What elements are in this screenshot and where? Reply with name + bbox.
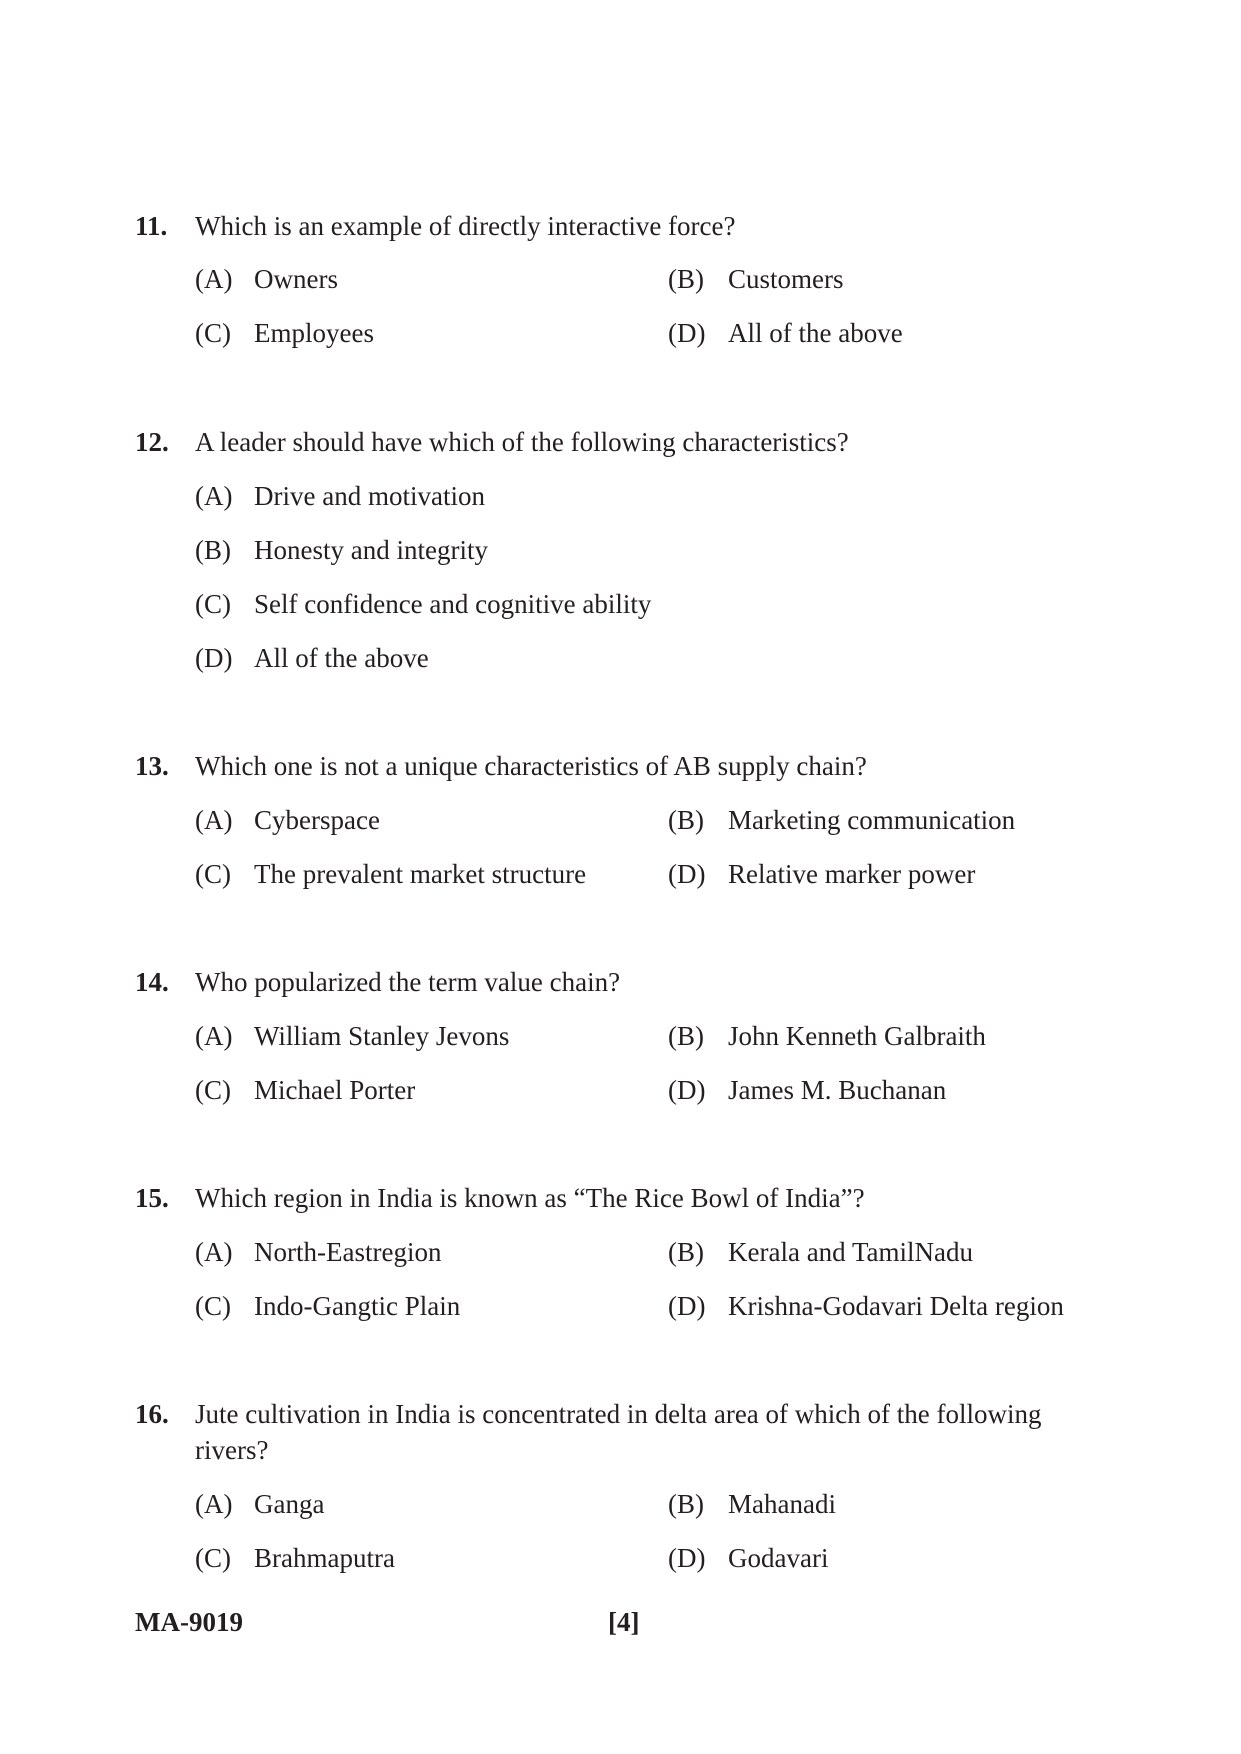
- question-text: Who popularized the term value chain?: [195, 967, 621, 997]
- option-letter: (B): [668, 1489, 704, 1519]
- option-letter: (A): [195, 264, 233, 294]
- option-letter: (A): [195, 481, 233, 511]
- option-text: Cyberspace: [254, 805, 380, 835]
- question-text: Which one is not a unique characteristics of AB supply chain?: [195, 751, 867, 781]
- option-letter: (A): [195, 1021, 233, 1051]
- option-text: Relative marker power: [728, 859, 976, 889]
- option-text: James M. Buchanan: [728, 1075, 947, 1105]
- option-letter: (C): [195, 1291, 231, 1321]
- option-text: Honesty and integrity: [254, 535, 488, 565]
- option-letter: (D): [195, 643, 233, 673]
- option-text: William Stanley Jevons: [254, 1021, 510, 1051]
- option-letter: (C): [195, 859, 231, 889]
- page-number: [4]: [608, 1607, 640, 1637]
- option-letter: (B): [668, 264, 704, 294]
- option-text: Godavari: [728, 1543, 829, 1573]
- question-number: 14.: [135, 967, 169, 997]
- option-letter: (D): [668, 859, 706, 889]
- option-text: Employees: [254, 318, 374, 348]
- option-letter: (B): [668, 1237, 704, 1267]
- option-text: Self confidence and cognitive ability: [254, 589, 652, 619]
- question-number: 12.: [135, 427, 169, 457]
- option-letter: (A): [195, 1489, 233, 1519]
- option-letter: (D): [668, 1543, 706, 1573]
- question-text: Which is an example of directly interactive force?: [195, 211, 736, 241]
- option-text: All of the above: [728, 318, 903, 348]
- option-text: All of the above: [254, 643, 429, 673]
- option-text: Marketing communication: [728, 805, 1016, 835]
- option-letter: (C): [195, 1075, 231, 1105]
- option-letter: (C): [195, 589, 231, 619]
- option-text: Ganga: [254, 1489, 325, 1519]
- option-text: John Kenneth Galbraith: [728, 1021, 986, 1051]
- option-text: North-Eastregion: [254, 1237, 442, 1267]
- option-text: Mahanadi: [728, 1489, 836, 1519]
- question-number: 15.: [135, 1183, 169, 1213]
- option-letter: (A): [195, 805, 233, 835]
- option-letter: (B): [668, 1021, 704, 1051]
- question-text: A leader should have which of the following characteristics?: [195, 427, 849, 457]
- option-text: Drive and motivation: [254, 481, 485, 511]
- option-letter: (D): [668, 318, 706, 348]
- option-letter: (B): [668, 805, 704, 835]
- option-letter: (D): [668, 1075, 706, 1105]
- paper-code: MA-9019: [135, 1607, 243, 1637]
- question-text: Jute cultivation in India is concentrated in delta area of which of the following rivers?: [195, 1399, 1042, 1465]
- question-number: 16.: [135, 1399, 169, 1429]
- question-number: 13.: [135, 751, 169, 781]
- option-text: Kerala and TamilNadu: [728, 1237, 974, 1267]
- option-letter: (A): [195, 1237, 233, 1267]
- option-text: Customers: [728, 264, 844, 294]
- option-letter: (C): [195, 1543, 231, 1573]
- option-letter: (B): [195, 535, 231, 565]
- option-text: Owners: [254, 264, 338, 294]
- option-letter: (D): [668, 1291, 706, 1321]
- option-text: Brahmaputra: [254, 1543, 395, 1573]
- option-letter: (C): [195, 318, 231, 348]
- question-text: Which region in India is known as “The Rice Bowl of India”?: [195, 1183, 865, 1213]
- option-text: Indo-Gangtic Plain: [254, 1291, 461, 1321]
- question-number: 11.: [135, 211, 168, 241]
- option-text: Michael Porter: [254, 1075, 416, 1105]
- option-text: Krishna-Godavari Delta region: [728, 1291, 1064, 1321]
- option-text: The prevalent market structure: [254, 859, 587, 889]
